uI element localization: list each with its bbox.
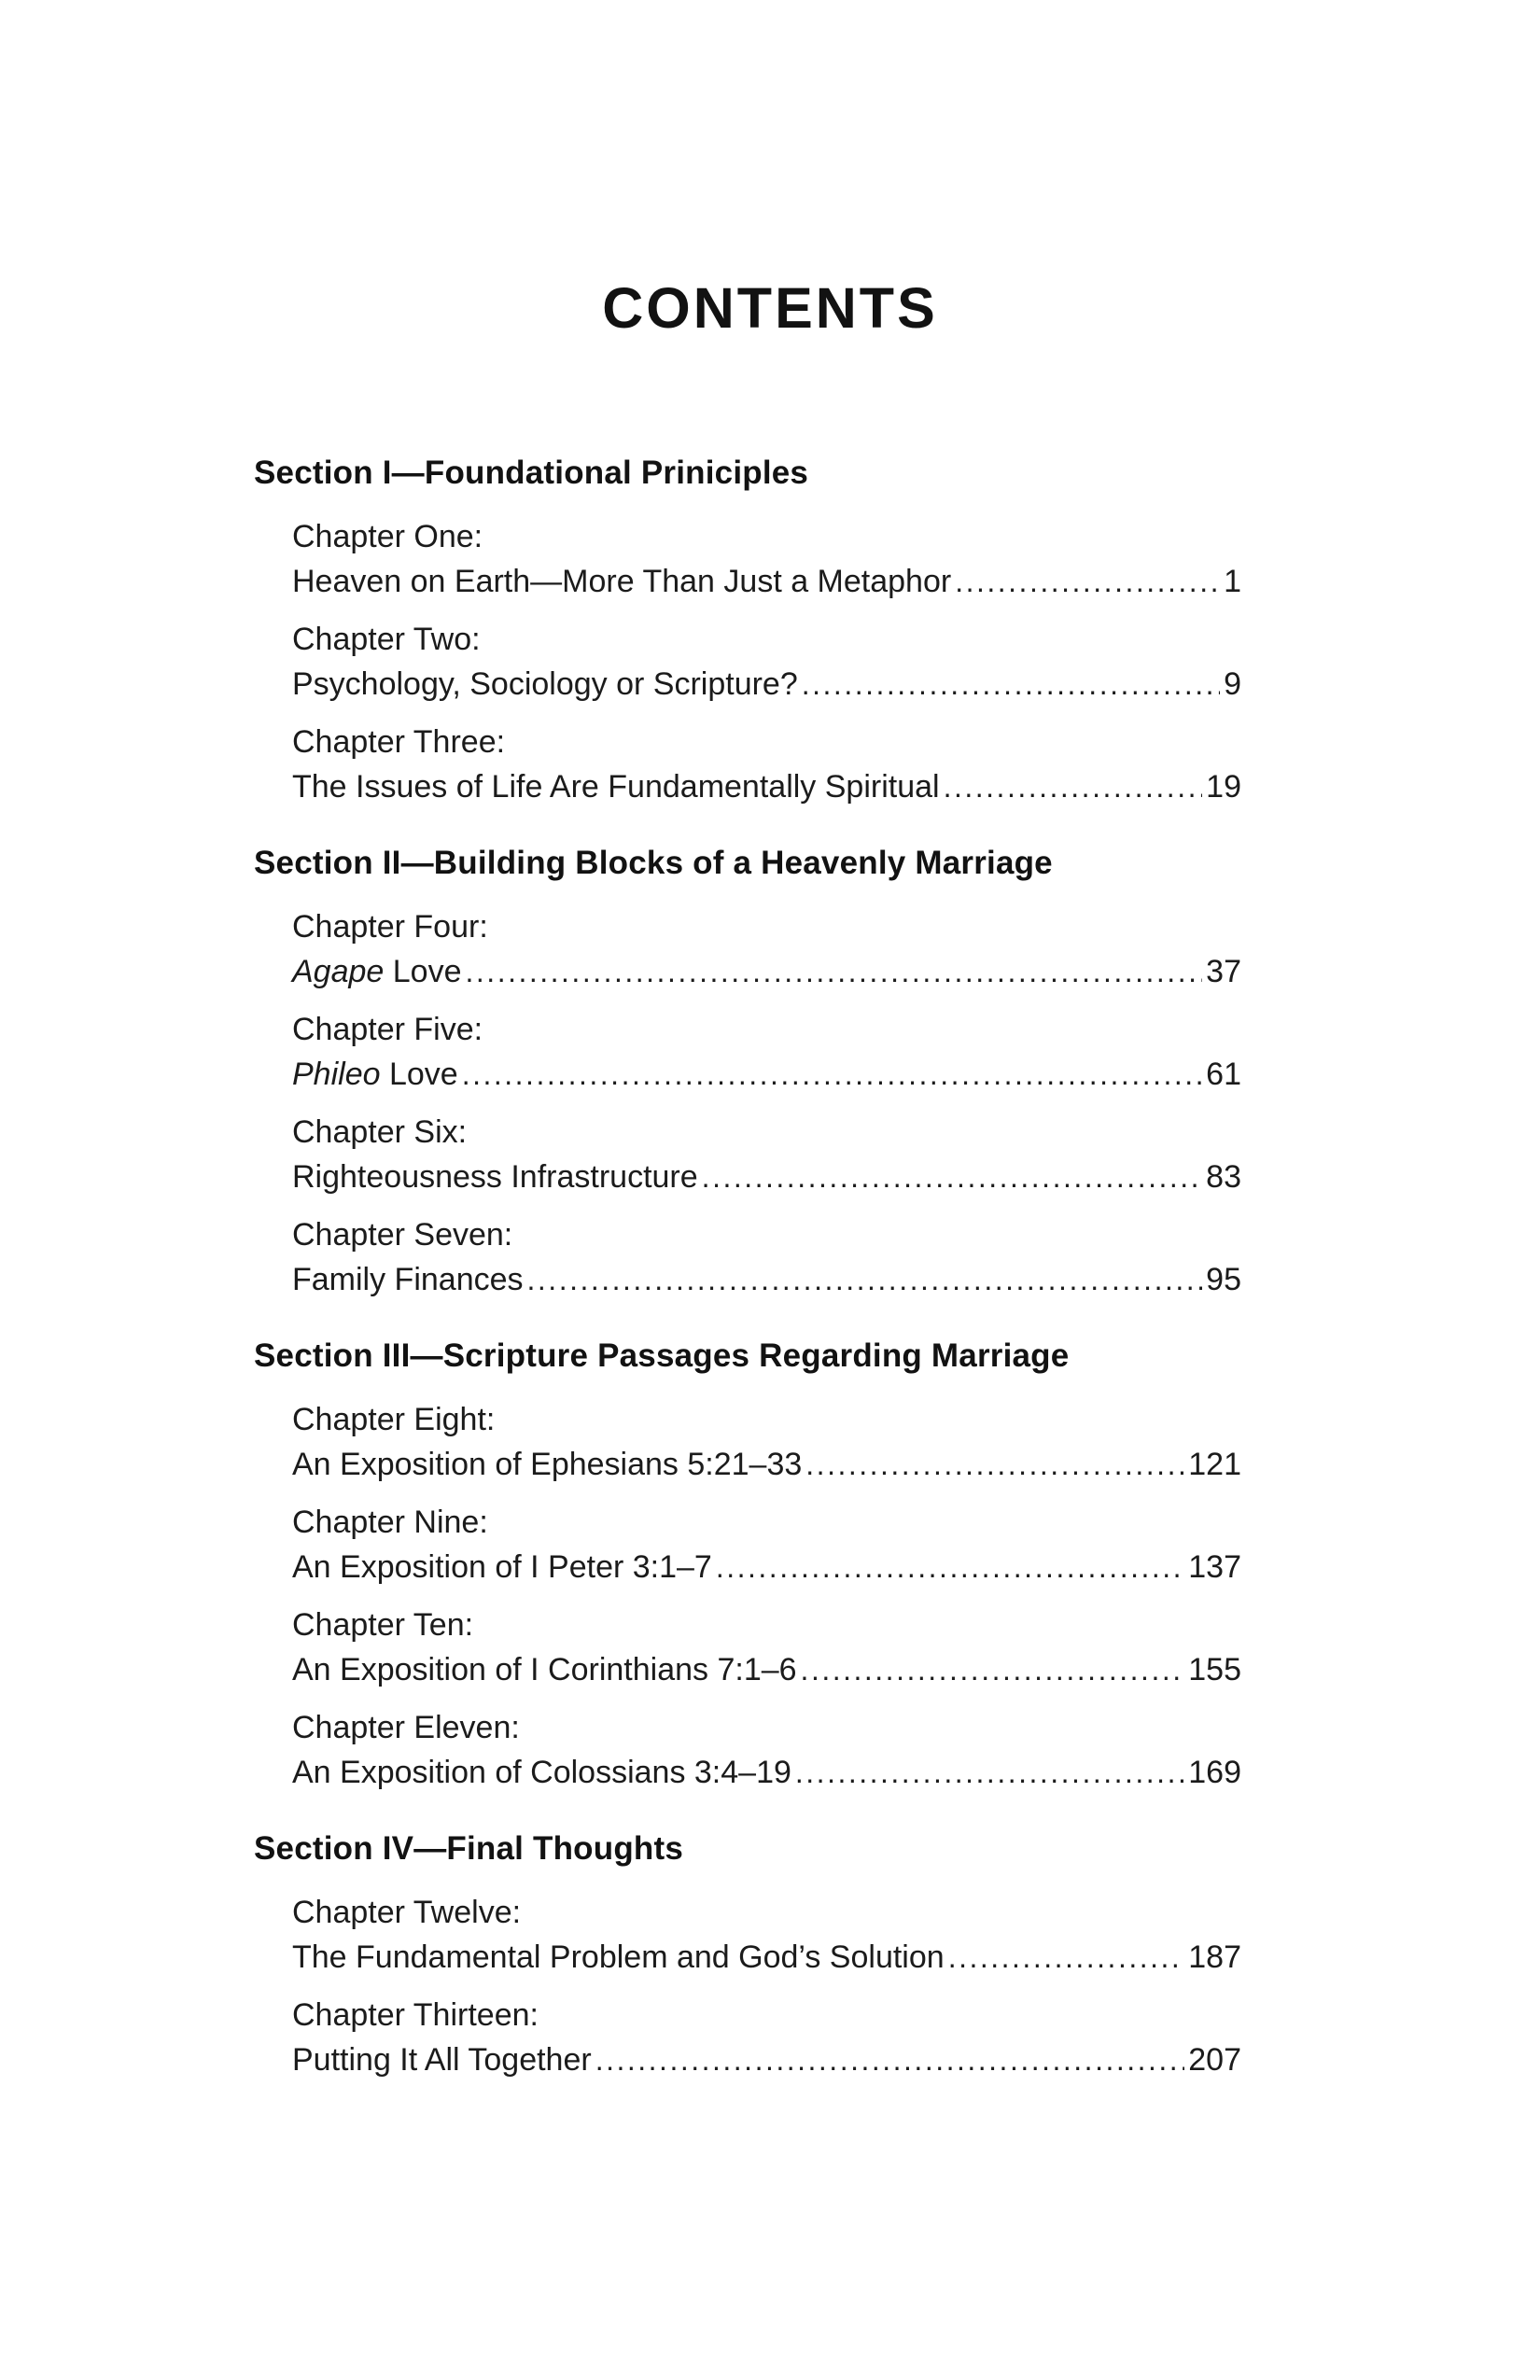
chapter-label: Chapter Eleven: [292, 1710, 520, 1745]
page-number: 83 [1206, 1159, 1241, 1195]
chapter-title-line [292, 764, 1241, 809]
chapter-title-line [292, 1155, 1241, 1199]
chapter-title-line [292, 662, 1241, 707]
dot-leader [944, 764, 1203, 809]
page-number: 121 [1188, 1447, 1241, 1482]
page-number: 95 [1206, 1262, 1241, 1297]
page-number: 37 [1206, 954, 1241, 989]
dot-leader [527, 1257, 1203, 1302]
chapter-title-italic: Agape [292, 954, 385, 989]
chapter-title-text: An Exposition of I Corinthians 7:1–6 [292, 1652, 797, 1687]
chapter-title [292, 1052, 458, 1097]
section-heading-1: Section I—Foundational Priniciples [254, 455, 809, 491]
chapter-title [292, 949, 462, 994]
chapter-label: Chapter Twelve: [292, 1895, 522, 1930]
page-number: 61 [1206, 1057, 1241, 1092]
chapter-title-line [292, 2037, 1241, 2082]
dot-leader [802, 662, 1220, 707]
chapter-title [292, 1155, 698, 1199]
chapter-title-text: The Fundamental Problem and God’s Solution [292, 1939, 945, 1975]
page-number: 207 [1188, 2042, 1241, 2078]
dot-leader [801, 1647, 1185, 1692]
chapter-title-text: An Exposition of Ephesians 5:21–33 [292, 1447, 803, 1482]
chapter-title [292, 559, 951, 604]
chapter-title [292, 1257, 524, 1302]
dot-leader [716, 1545, 1184, 1589]
chapter-title-text: Love [380, 1057, 458, 1092]
page-number: 155 [1188, 1652, 1241, 1687]
chapter-label: Chapter One: [292, 519, 483, 554]
page-number: 19 [1206, 769, 1241, 805]
chapter-title-line [292, 1442, 1241, 1487]
dot-leader [702, 1155, 1203, 1199]
table-of-contents [254, 453, 1241, 2082]
chapter-title-line [292, 559, 1241, 604]
chapter-entry-5 [292, 1007, 1241, 1097]
chapter-label: Chapter Ten: [292, 1607, 474, 1643]
chapter-title [292, 1750, 791, 1795]
chapter-title-text: Psychology, Sociology or Scripture? [292, 666, 798, 702]
chapter-title-line [292, 1750, 1241, 1795]
chapter-title-italic: Phileo [292, 1057, 381, 1092]
dot-leader [948, 1935, 1185, 1980]
chapter-label: Chapter Thirteen: [292, 1997, 539, 2033]
section-heading-4: Section IV—Final Thoughts [254, 1830, 683, 1867]
chapter-title-text: The Issues of Life Are Fundamentally Spiritual [292, 769, 940, 805]
chapter-label: Chapter Five: [292, 1012, 483, 1047]
chapter-title [292, 1935, 945, 1980]
chapter-entry-1 [292, 514, 1241, 604]
chapter-label: Chapter Nine: [292, 1505, 488, 1540]
page-number: 187 [1188, 1939, 1241, 1975]
chapter-entry-3 [292, 720, 1241, 809]
chapter-title-line [292, 1257, 1241, 1302]
chapter-entry-10 [292, 1603, 1241, 1692]
dot-leader [466, 949, 1203, 994]
chapter-entry-9 [292, 1500, 1241, 1589]
chapter-entry-8 [292, 1397, 1241, 1487]
section-heading-2: Section II—Building Blocks of a Heavenly Marriage [254, 845, 1053, 881]
page-title: CONTENTS [602, 276, 938, 340]
chapter-label: Chapter Seven: [292, 1217, 513, 1253]
chapter-title-text: An Exposition of I Peter 3:1–7 [292, 1549, 712, 1585]
chapter-title [292, 1442, 802, 1487]
dot-leader [595, 2037, 1185, 2082]
chapter-title-line [292, 949, 1241, 994]
chapter-label: Chapter Four: [292, 909, 488, 945]
page-number: 9 [1224, 666, 1241, 702]
chapter-entry-2 [292, 617, 1241, 707]
chapter-title [292, 662, 798, 707]
dot-leader [795, 1750, 1184, 1795]
chapter-entry-4 [292, 904, 1241, 994]
chapter-entry-7 [292, 1212, 1241, 1302]
chapter-label: Chapter Six: [292, 1114, 468, 1150]
chapter-entry-11 [292, 1705, 1241, 1795]
chapter-title [292, 2037, 592, 2082]
page-number: 169 [1188, 1755, 1241, 1790]
chapter-title-line [292, 1647, 1241, 1692]
chapter-title-text: Putting It All Together [292, 2042, 592, 2078]
chapter-label: Chapter Eight: [292, 1402, 496, 1437]
chapter-title-line [292, 1052, 1241, 1097]
section-heading-3: Section III—Scripture Passages Regarding Marriage [254, 1337, 1070, 1374]
chapter-title-line [292, 1935, 1241, 1980]
dot-leader [955, 559, 1220, 604]
chapter-entry-6 [292, 1110, 1241, 1199]
dot-leader [462, 1052, 1202, 1097]
chapter-entry-13 [292, 1993, 1241, 2082]
chapter-title [292, 1647, 797, 1692]
page-number: 1 [1224, 564, 1241, 599]
chapter-title-text: Heaven on Earth—More Than Just a Metaphor [292, 564, 952, 599]
page-number: 137 [1188, 1549, 1241, 1585]
chapter-title-text: Love [384, 954, 462, 989]
chapter-label: Chapter Two: [292, 622, 481, 657]
chapter-title [292, 1545, 712, 1589]
dot-leader [805, 1442, 1184, 1487]
chapter-title-text: Family Finances [292, 1262, 524, 1297]
chapter-label: Chapter Three: [292, 724, 506, 760]
chapter-title-text: Righteousness Infrastructure [292, 1159, 698, 1195]
chapter-title [292, 764, 940, 809]
chapter-entry-12 [292, 1890, 1241, 1980]
chapter-title-line [292, 1545, 1241, 1589]
chapter-title-text: An Exposition of Colossians 3:4–19 [292, 1755, 791, 1790]
